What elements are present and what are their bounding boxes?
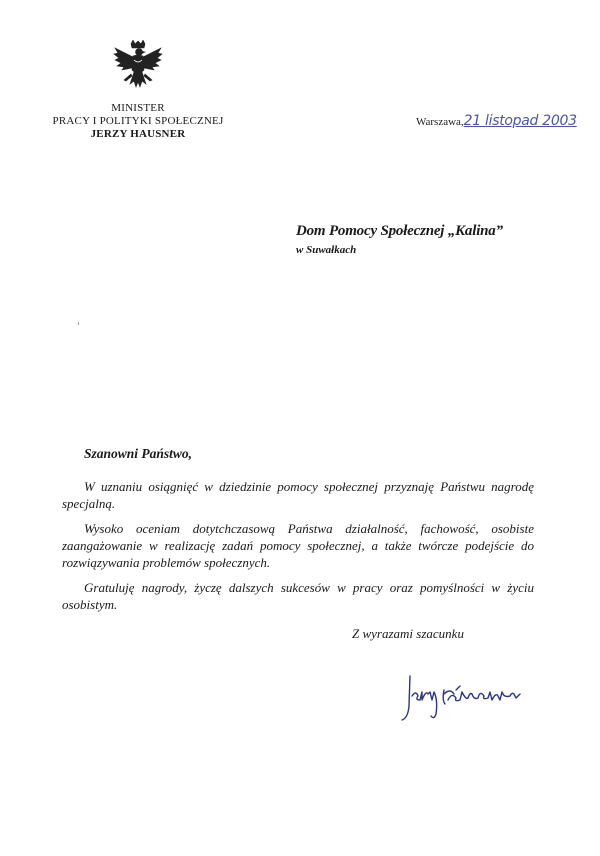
recipient-block	[296, 223, 503, 256]
letterhead-ministry: PRACY I POLITYKI SPOŁECZNEJ	[52, 115, 224, 127]
handwritten-date: 21 listopad 2003	[463, 113, 577, 129]
recipient-location: w Suwałkach	[296, 244, 357, 256]
polish-eagle-icon	[112, 40, 164, 98]
letterhead	[30, 102, 246, 141]
body-paragraph: Gratuluję nagrody, życzę dalszych sukcesów w pracy oraz pomyślności w życiu osobistym.	[62, 580, 534, 612]
paper-speck	[78, 322, 79, 325]
body-paragraph: W uznaniu osiągnięć w dziedzinie pomocy społecznej przyznaję Państwu nagrodę specjalną.	[62, 479, 534, 511]
place-label: Warszawa,	[416, 116, 464, 128]
letter-body	[62, 478, 534, 621]
salutation: Szanowni Państwo,	[84, 446, 193, 461]
closing-phrase: Z wyrazami szacunku	[352, 626, 464, 641]
handwritten-signature	[398, 670, 548, 726]
letterhead-minister-name: JERZY HAUSNER	[90, 128, 186, 140]
recipient-name: Dom Pomocy Społecznej „Kalina”	[296, 223, 503, 239]
letterhead-title: MINISTER	[111, 102, 165, 114]
body-paragraph: Wysoko oceniam dotytchczasową Państwa działalność, fachowość, osobiste zaangażowanie w realizację zadań pomocy społecznej, a także twórcze podejście do rozwiązywania problemów społecznych.	[62, 521, 534, 570]
place-date	[416, 113, 577, 129]
